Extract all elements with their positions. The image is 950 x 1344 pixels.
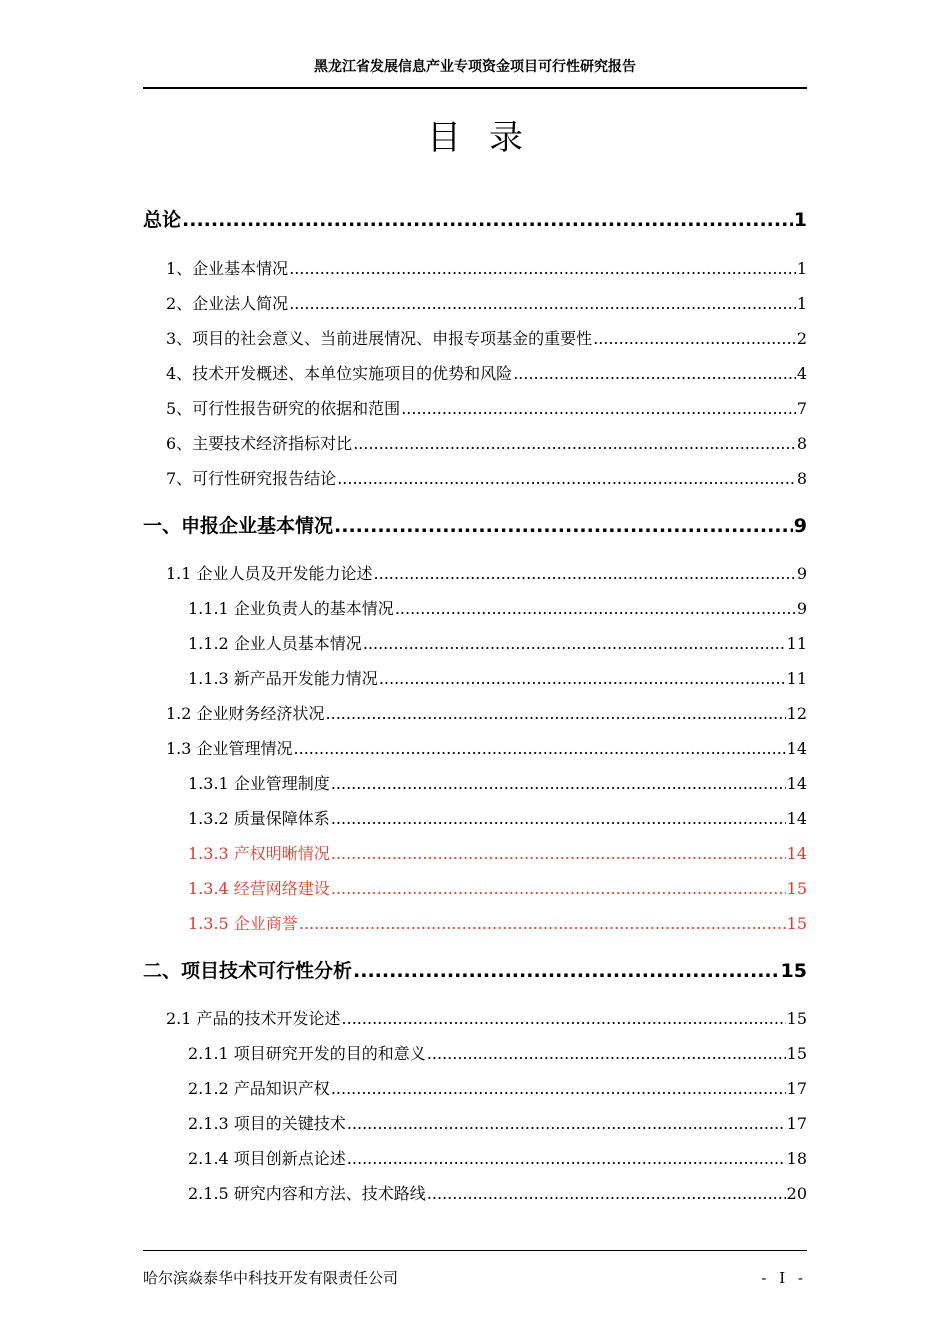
toc-entry-label: 1.3 企业管理情况	[166, 739, 293, 758]
toc-entry-label: 2.1 产品的技术开发论述	[166, 1009, 341, 1028]
toc-entry-page: 15	[780, 960, 807, 982]
toc-leader	[401, 397, 796, 421]
toc-leader	[363, 632, 786, 656]
toc-leader	[513, 362, 796, 386]
toc-entry-page: 9	[796, 564, 807, 583]
toc-entry-label: 一、申报企业基本情况	[143, 515, 334, 537]
toc-entry-highlighted[interactable]	[188, 912, 807, 936]
toc-leader	[347, 1112, 786, 1136]
toc-entry-label: 1.2 企业财务经济状况	[166, 704, 325, 723]
toc-entry-page: 1	[793, 209, 807, 231]
toc-entry-label: 1.3.4 经营网络建设	[188, 879, 330, 898]
toc-entry-page: 9	[793, 515, 807, 537]
toc-entry-page: 8	[796, 469, 807, 488]
toc-entry-label: 7、可行性研究报告结论	[166, 469, 337, 488]
toc-entry[interactable]	[166, 432, 807, 456]
toc-entry[interactable]	[166, 467, 807, 491]
header-divider	[143, 87, 807, 89]
toc-leader	[379, 667, 786, 691]
toc-entry[interactable]	[188, 1147, 807, 1171]
toc-entry-label: 6、主要技术经济指标对比	[166, 434, 353, 453]
toc-entry-label: 1.3.2 质量保障体系	[188, 809, 330, 828]
toc-entry-page: 14	[786, 774, 807, 793]
toc-entry[interactable]	[188, 807, 807, 831]
toc-leader	[331, 842, 786, 866]
toc-leader	[342, 1007, 786, 1031]
toc-entry-highlighted[interactable]	[188, 877, 807, 901]
toc-entry-label: 1.3.3 产权明晰情况	[188, 844, 330, 863]
toc-entry-page: 1	[796, 294, 807, 313]
toc-entry-page: 20	[786, 1184, 807, 1203]
toc-entry-label: 1.3.5 企业商誉	[188, 914, 298, 933]
toc-entry-page: 15	[786, 1044, 807, 1063]
toc-leader	[331, 807, 786, 831]
toc-entry[interactable]	[188, 597, 807, 621]
toc-entry-page: 14	[786, 809, 807, 828]
toc-entry[interactable]	[166, 1007, 807, 1031]
toc-entry-page: 17	[786, 1114, 807, 1133]
toc-leader	[334, 512, 793, 540]
toc-leader	[331, 877, 786, 901]
toc-leader	[294, 737, 786, 761]
running-header: 黑龙江省发展信息产业专项资金项目可行性研究报告	[314, 59, 636, 75]
toc-entry-page: 17	[786, 1079, 807, 1098]
toc-entry-label: 1.1.3 新产品开发能力情况	[188, 669, 378, 688]
toc-leader	[395, 597, 796, 621]
toc-entry-label: 5、可行性报告研究的依据和范围	[166, 399, 401, 418]
toc-leader	[353, 957, 780, 985]
toc-leader	[353, 432, 796, 456]
toc-entry-label: 1.1.2 企业人员基本情况	[188, 634, 362, 653]
toc-entry-page: 15	[786, 879, 807, 898]
footer-page-number: - I -	[761, 1269, 807, 1287]
toc-entry-page: 7	[796, 399, 807, 418]
toc-entry-label: 4、技术开发概述、本单位实施项目的优势和风险	[166, 364, 513, 383]
toc-entry-label: 2.1.1 项目研究开发的目的和意义	[188, 1044, 426, 1063]
toc-entry-label: 3、项目的社会意义、当前进展情况、申报专项基金的重要性	[166, 329, 593, 348]
toc-entry[interactable]	[188, 632, 807, 656]
footer-divider	[143, 1250, 807, 1251]
toc-entry[interactable]	[166, 737, 807, 761]
toc-entry-page: 2	[796, 329, 807, 348]
toc-entry-page: 14	[786, 739, 807, 758]
toc-entry[interactable]	[166, 362, 807, 386]
toc-entry[interactable]	[188, 1182, 807, 1206]
toc-entry-chapter-2[interactable]	[143, 957, 807, 985]
toc-entry-label: 1.1.1 企业负责人的基本情况	[188, 599, 394, 618]
toc-entry-label: 2.1.3 项目的关键技术	[188, 1114, 346, 1133]
toc-entry[interactable]	[166, 702, 807, 726]
toc-leader	[182, 206, 793, 234]
toc-entry-general[interactable]	[143, 206, 807, 234]
toc-entry-label: 二、项目技术可行性分析	[143, 960, 353, 982]
toc-entry[interactable]	[188, 1112, 807, 1136]
toc-entry-page: 12	[786, 704, 807, 723]
toc-entry-label: 1.1 企业人员及开发能力论述	[166, 564, 373, 583]
toc-entry-label: 2、企业法人简况	[166, 294, 289, 313]
toc-entry-page: 9	[796, 599, 807, 618]
toc-entry-label: 2.1.4 项目创新点论述	[188, 1149, 346, 1168]
toc-entry[interactable]	[166, 327, 807, 351]
toc-entry-chapter-1[interactable]	[143, 512, 807, 540]
toc-entry-label: 总论	[143, 209, 182, 231]
toc-entry-highlighted[interactable]	[188, 842, 807, 866]
toc-entry[interactable]	[166, 292, 807, 316]
toc-leader	[427, 1182, 786, 1206]
toc-entry-label: 1.3.1 企业管理制度	[188, 774, 330, 793]
toc-entry[interactable]	[188, 1077, 807, 1101]
toc-entry[interactable]	[188, 667, 807, 691]
toc-entry[interactable]	[166, 562, 807, 586]
toc-entry-page: 18	[786, 1149, 807, 1168]
toc-entry-label: 2.1.2 产品知识产权	[188, 1079, 330, 1098]
toc-leader	[593, 327, 796, 351]
toc-leader	[331, 1077, 786, 1101]
toc-entry-page: 11	[786, 669, 807, 688]
toc-entry[interactable]	[166, 397, 807, 421]
toc-entry-page: 15	[786, 1009, 807, 1028]
toc-entry-page: 11	[786, 634, 807, 653]
toc-entry[interactable]	[166, 257, 807, 281]
toc-leader	[337, 467, 796, 491]
toc-entry-label: 2.1.5 研究内容和方法、技术路线	[188, 1184, 426, 1203]
toc-entry-label: 1、企业基本情况	[166, 259, 289, 278]
toc-entry-page: 14	[786, 844, 807, 863]
toc-entry-page: 4	[796, 364, 807, 383]
toc-leader	[331, 772, 786, 796]
toc-leader	[289, 257, 796, 281]
toc-leader	[374, 562, 796, 586]
toc-leader	[427, 1042, 786, 1066]
toc-leader	[347, 1147, 786, 1171]
toc-entry-page: 15	[786, 914, 807, 933]
toc-entry[interactable]	[188, 1042, 807, 1066]
toc-leader	[289, 292, 796, 316]
page-title: 目录	[427, 118, 551, 158]
toc-entry-page: 1	[796, 259, 807, 278]
toc-entry-page: 8	[796, 434, 807, 453]
toc-leader	[326, 702, 786, 726]
toc-entry[interactable]	[188, 772, 807, 796]
toc-leader	[299, 912, 786, 936]
footer-company-name: 哈尔滨焱泰华中科技开发有限责任公司	[143, 1269, 399, 1287]
